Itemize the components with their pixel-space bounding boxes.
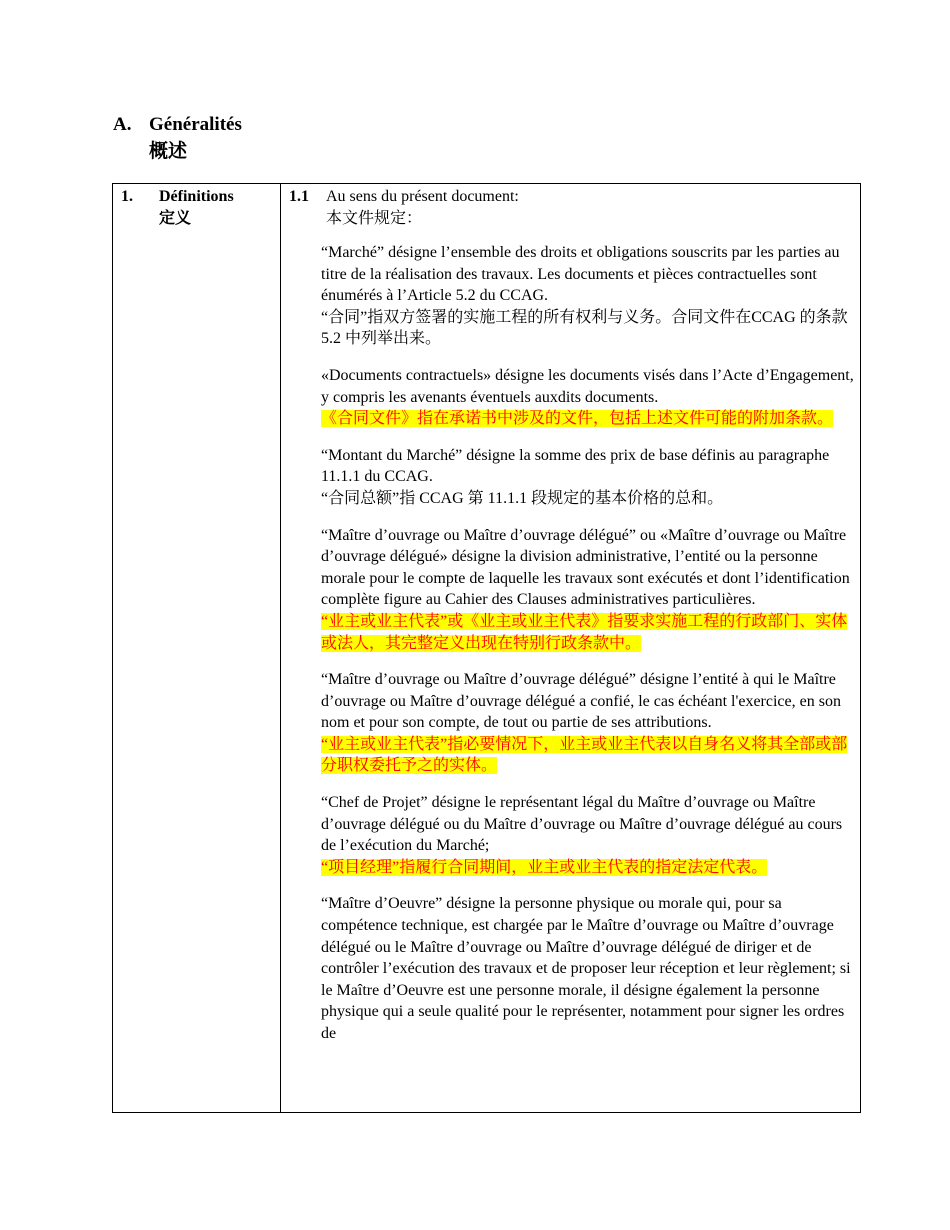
section-title-fr: Généralités bbox=[149, 114, 242, 135]
definition-text-zh: “业主或业主代表”或《业主或业主代表》指要求实施工程的行政部门、实体或法人，其完整定义出现在特别行政条款中。 bbox=[321, 612, 848, 652]
section-title-zh: 概述 bbox=[149, 141, 188, 162]
definition-text-fr: “Maître d’ouvrage ou Maître d’ouvrage délégué” désigne l’entité à qui le Maître d’ouvrage ou Maître d’ouvrage délégué a confié, le cas échéant l'exercice, en son nom et pour son compte, de tout ou partie de ses attributions. bbox=[321, 671, 841, 732]
definition-item bbox=[321, 893, 855, 1044]
definition-text-fr: “Marché” désigne l’ensemble des droits et obligations souscrits par les parties au titre de la réalisation des travaux. Les documents et pièces contractuelles sont énumérés à l’Article 5.2 du CCAG. bbox=[321, 244, 840, 305]
definition-text-zh: “项目经理”指履行合同期间，业主或业主代表的指定法定代表。 bbox=[321, 858, 768, 876]
definition-item bbox=[321, 242, 855, 350]
definition-text-fr: “Maître d’Oeuvre” désigne la personne physique ou morale qui, pour sa compétence technique, est chargée par le Maître d’ouvrage ou Maître d’ouvrage délégué ou le Maître d’ouvrage ou Maître d’ouvrage délégué de diriger et de contrôler l’exécution des travaux et de proposer leur réception et leur règlement; si le Maître d’Oeuvre est une personne morale, il désigne également la personne physique qui a seule qualité pour le représenter, notamment pour signer les ordres de bbox=[321, 895, 851, 1042]
definition-item bbox=[321, 792, 855, 878]
column-divider bbox=[280, 184, 281, 1112]
row-content-cell bbox=[289, 186, 855, 1042]
definition-item bbox=[321, 669, 855, 777]
definition-text-zh: “业主或业主代表”指必要情况下，业主或业主代表以自身名义将其全部或部分职权委托予之的实体。 bbox=[321, 735, 848, 775]
definition-list bbox=[321, 242, 855, 1060]
definition-item bbox=[321, 445, 855, 510]
clause-intro-fr: Au sens du présent document: bbox=[326, 188, 519, 205]
definition-text-fr: “Chef de Projet” désigne le représentant légal du Maître d’ouvrage ou Maître d’ouvrage délégué ou du Maître d’ouvrage ou Maître d’ouvrage délégué au cours de l’exécution du Marché; bbox=[321, 794, 843, 855]
row-number: 1. bbox=[121, 188, 133, 205]
row-label-fr: Définitions bbox=[159, 188, 234, 205]
row-label-zh: 定义 bbox=[159, 210, 192, 227]
definition-text-zh: “合同总额”指 CCAG 第 11.1.1 段规定的基本价格的总和。 bbox=[321, 489, 724, 507]
definition-text-fr: “Maître d’ouvrage ou Maître d’ouvrage délégué” ou «Maître d’ouvrage ou Maître d’ouvrage délégué» désigne la division administrative, l’entité ou la personne morale pour le compte de laquelle les travaux sont exécutés et dont l’identification complète figure au Cahier des Clauses administratives particulières. bbox=[321, 526, 850, 609]
definitions-table bbox=[112, 183, 861, 1113]
definition-text-zh: “合同”指双方签署的实施工程的所有权利与义务。合同文件在CCAG 的条款 5.2 中列举出来。 bbox=[321, 308, 848, 348]
clause-intro bbox=[289, 186, 855, 232]
section-letter: A. bbox=[113, 114, 132, 135]
definition-text-fr: «Documents contractuels» désigne les documents visés dans l’Acte d’Engagement, y compris les avenants éventuels auxdits documents. bbox=[321, 366, 854, 406]
definition-text-zh: 《合同文件》指在承诺书中涉及的文件，包括上述文件可能的附加条款。 bbox=[321, 410, 834, 428]
definition-text-fr: “Montant du Marché” désigne la somme des prix de base définis au paragraphe 11.1.1 du CCAG. bbox=[321, 446, 830, 486]
definition-item bbox=[321, 525, 855, 655]
clause-intro-zh: 本文件规定： bbox=[326, 210, 423, 227]
clause-number: 1.1 bbox=[289, 188, 309, 205]
definition-item bbox=[321, 365, 855, 430]
